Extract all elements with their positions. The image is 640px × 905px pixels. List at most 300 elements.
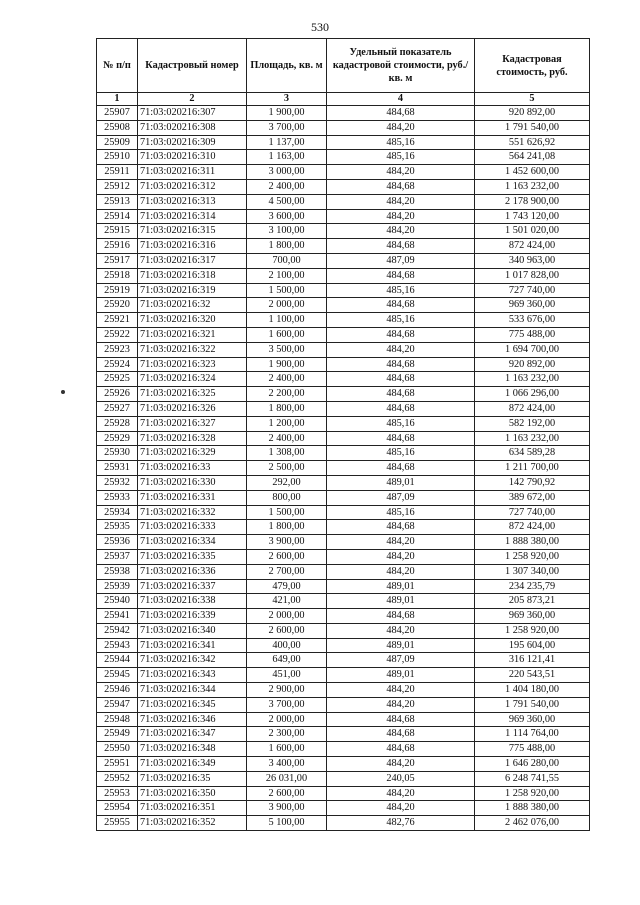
row-index: 25941 bbox=[97, 609, 138, 624]
row-index: 25948 bbox=[97, 712, 138, 727]
area: 2 700,00 bbox=[247, 564, 327, 579]
row-index: 25947 bbox=[97, 697, 138, 712]
cadastral-number: 71:03:020216:317 bbox=[138, 253, 247, 268]
cadastral-number: 71:03:020216:332 bbox=[138, 505, 247, 520]
unit-value: 485,16 bbox=[327, 135, 475, 150]
cadastral-number: 71:03:020216:307 bbox=[138, 106, 247, 121]
table-row bbox=[97, 549, 590, 564]
unit-value: 484,20 bbox=[327, 165, 475, 180]
unit-value: 484,20 bbox=[327, 194, 475, 209]
row-index: 25920 bbox=[97, 298, 138, 313]
table-row bbox=[97, 712, 590, 727]
area: 1 500,00 bbox=[247, 283, 327, 298]
cadastral-number: 71:03:020216:35 bbox=[138, 771, 247, 786]
unit-value: 484,68 bbox=[327, 357, 475, 372]
table-header-row bbox=[97, 39, 590, 93]
unit-value: 484,20 bbox=[327, 342, 475, 357]
unit-value: 484,68 bbox=[327, 727, 475, 742]
cadastral-number: 71:03:020216:324 bbox=[138, 372, 247, 387]
table-row bbox=[97, 135, 590, 150]
unit-value: 489,01 bbox=[327, 638, 475, 653]
area: 3 500,00 bbox=[247, 342, 327, 357]
unit-value: 484,68 bbox=[327, 461, 475, 476]
row-index: 25909 bbox=[97, 135, 138, 150]
table-row bbox=[97, 327, 590, 342]
unit-value: 484,20 bbox=[327, 757, 475, 772]
table-row bbox=[97, 106, 590, 121]
cadastral-value: 1 694 700,00 bbox=[475, 342, 590, 357]
cadastral-number: 71:03:020216:351 bbox=[138, 801, 247, 816]
table-row bbox=[97, 771, 590, 786]
cadastral-number: 71:03:020216:334 bbox=[138, 535, 247, 550]
cadastral-number: 71:03:020216:313 bbox=[138, 194, 247, 209]
row-index: 25939 bbox=[97, 579, 138, 594]
cadastral-value: 1 307 340,00 bbox=[475, 564, 590, 579]
unit-value: 489,01 bbox=[327, 579, 475, 594]
area: 2 600,00 bbox=[247, 623, 327, 638]
unit-value: 484,68 bbox=[327, 401, 475, 416]
area: 421,00 bbox=[247, 594, 327, 609]
table-row bbox=[97, 239, 590, 254]
cadastral-value: 6 248 741,55 bbox=[475, 771, 590, 786]
unit-value: 484,20 bbox=[327, 564, 475, 579]
cadastral-value: 1 888 380,00 bbox=[475, 535, 590, 550]
cadastral-value: 205 873,21 bbox=[475, 594, 590, 609]
table-body bbox=[97, 106, 590, 831]
area: 3 900,00 bbox=[247, 801, 327, 816]
table-row bbox=[97, 461, 590, 476]
unit-value: 484,20 bbox=[327, 535, 475, 550]
row-index: 25925 bbox=[97, 372, 138, 387]
table-row bbox=[97, 697, 590, 712]
table-row bbox=[97, 179, 590, 194]
row-index: 25949 bbox=[97, 727, 138, 742]
cadastral-number: 71:03:020216:352 bbox=[138, 816, 247, 831]
table-row bbox=[97, 401, 590, 416]
cadastral-value: 1 258 920,00 bbox=[475, 549, 590, 564]
cadastral-value: 920 892,00 bbox=[475, 106, 590, 121]
cadastral-value: 920 892,00 bbox=[475, 357, 590, 372]
cadastral-value: 1 258 920,00 bbox=[475, 623, 590, 638]
unit-value: 484,20 bbox=[327, 549, 475, 564]
area: 700,00 bbox=[247, 253, 327, 268]
unit-value: 485,16 bbox=[327, 416, 475, 431]
row-index: 25907 bbox=[97, 106, 138, 121]
unit-value: 485,16 bbox=[327, 313, 475, 328]
cadastral-value: 1 211 700,00 bbox=[475, 461, 590, 476]
cadastral-number: 71:03:020216:311 bbox=[138, 165, 247, 180]
cadastral-number: 71:03:020216:314 bbox=[138, 209, 247, 224]
table-row bbox=[97, 638, 590, 653]
row-index: 25921 bbox=[97, 313, 138, 328]
unit-value: 489,01 bbox=[327, 475, 475, 490]
column-number: 2 bbox=[138, 93, 247, 106]
cadastral-value: 1 258 920,00 bbox=[475, 786, 590, 801]
cadastral-number: 71:03:020216:32 bbox=[138, 298, 247, 313]
row-index: 25934 bbox=[97, 505, 138, 520]
unit-value: 482,76 bbox=[327, 816, 475, 831]
area: 1 500,00 bbox=[247, 505, 327, 520]
cadastral-value: 1 163 232,00 bbox=[475, 372, 590, 387]
unit-value: 485,16 bbox=[327, 446, 475, 461]
unit-value: 484,20 bbox=[327, 623, 475, 638]
table-row bbox=[97, 120, 590, 135]
cadastral-number: 71:03:020216:319 bbox=[138, 283, 247, 298]
area: 649,00 bbox=[247, 653, 327, 668]
table-row bbox=[97, 579, 590, 594]
unit-value: 487,09 bbox=[327, 653, 475, 668]
cadastral-value: 1 163 232,00 bbox=[475, 179, 590, 194]
table-row bbox=[97, 520, 590, 535]
row-index: 25937 bbox=[97, 549, 138, 564]
table-row bbox=[97, 742, 590, 757]
cadastral-number: 71:03:020216:308 bbox=[138, 120, 247, 135]
row-index: 25943 bbox=[97, 638, 138, 653]
table-row bbox=[97, 253, 590, 268]
cadastral-number: 71:03:020216:323 bbox=[138, 357, 247, 372]
column-number: 3 bbox=[247, 93, 327, 106]
row-index: 25923 bbox=[97, 342, 138, 357]
row-index: 25938 bbox=[97, 564, 138, 579]
cadastral-value: 1 404 180,00 bbox=[475, 683, 590, 698]
area: 4 500,00 bbox=[247, 194, 327, 209]
header-cadastral-value: Кадастровая стоимость, руб. bbox=[475, 39, 590, 93]
header-cadastral-number: Кадастровый номер bbox=[138, 39, 247, 93]
cadastral-number: 71:03:020216:329 bbox=[138, 446, 247, 461]
area: 292,00 bbox=[247, 475, 327, 490]
cadastral-number: 71:03:020216:331 bbox=[138, 490, 247, 505]
unit-value: 484,68 bbox=[327, 609, 475, 624]
cadastral-value: 1 646 280,00 bbox=[475, 757, 590, 772]
row-index: 25927 bbox=[97, 401, 138, 416]
cadastral-value: 564 241,08 bbox=[475, 150, 590, 165]
table-row bbox=[97, 786, 590, 801]
area: 1 900,00 bbox=[247, 357, 327, 372]
area: 3 900,00 bbox=[247, 535, 327, 550]
cadastral-value: 872 424,00 bbox=[475, 520, 590, 535]
row-index: 25953 bbox=[97, 786, 138, 801]
cadastral-value: 1 791 540,00 bbox=[475, 697, 590, 712]
cadastral-number: 71:03:020216:326 bbox=[138, 401, 247, 416]
cadastral-number: 71:03:020216:330 bbox=[138, 475, 247, 490]
cadastral-value: 316 121,41 bbox=[475, 653, 590, 668]
row-index: 25908 bbox=[97, 120, 138, 135]
unit-value: 484,20 bbox=[327, 120, 475, 135]
unit-value: 484,20 bbox=[327, 801, 475, 816]
cadastral-number: 71:03:020216:327 bbox=[138, 416, 247, 431]
unit-value: 484,68 bbox=[327, 742, 475, 757]
table-row bbox=[97, 505, 590, 520]
cadastral-value: 1 163 232,00 bbox=[475, 431, 590, 446]
row-index: 25944 bbox=[97, 653, 138, 668]
unit-value: 489,01 bbox=[327, 668, 475, 683]
table-row bbox=[97, 490, 590, 505]
cadastral-value: 727 740,00 bbox=[475, 505, 590, 520]
row-index: 25932 bbox=[97, 475, 138, 490]
row-index: 25955 bbox=[97, 816, 138, 831]
table-row bbox=[97, 150, 590, 165]
cadastral-value: 340 963,00 bbox=[475, 253, 590, 268]
row-index: 25940 bbox=[97, 594, 138, 609]
cadastral-value: 1 066 296,00 bbox=[475, 387, 590, 402]
cadastral-value: 1 791 540,00 bbox=[475, 120, 590, 135]
area: 3 000,00 bbox=[247, 165, 327, 180]
cadastral-value: 1 501 020,00 bbox=[475, 224, 590, 239]
row-index: 25924 bbox=[97, 357, 138, 372]
cadastral-value: 1 743 120,00 bbox=[475, 209, 590, 224]
cadastral-number: 71:03:020216:340 bbox=[138, 623, 247, 638]
cadastral-value: 551 626,92 bbox=[475, 135, 590, 150]
row-index: 25945 bbox=[97, 668, 138, 683]
table-row bbox=[97, 313, 590, 328]
cadastral-number: 71:03:020216:339 bbox=[138, 609, 247, 624]
unit-value: 484,20 bbox=[327, 697, 475, 712]
area: 3 700,00 bbox=[247, 697, 327, 712]
row-index: 25922 bbox=[97, 327, 138, 342]
cadastral-value: 2 178 900,00 bbox=[475, 194, 590, 209]
cadastral-value: 1 888 380,00 bbox=[475, 801, 590, 816]
cadastral-number: 71:03:020216:345 bbox=[138, 697, 247, 712]
cadastral-table bbox=[96, 38, 590, 831]
unit-value: 484,68 bbox=[327, 268, 475, 283]
area: 2 600,00 bbox=[247, 786, 327, 801]
row-index: 25911 bbox=[97, 165, 138, 180]
area: 1 900,00 bbox=[247, 106, 327, 121]
cadastral-number: 71:03:020216:316 bbox=[138, 239, 247, 254]
table-row bbox=[97, 623, 590, 638]
area: 1 308,00 bbox=[247, 446, 327, 461]
unit-value: 487,09 bbox=[327, 490, 475, 505]
cadastral-number: 71:03:020216:333 bbox=[138, 520, 247, 535]
table-row bbox=[97, 594, 590, 609]
cadastral-value: 727 740,00 bbox=[475, 283, 590, 298]
cadastral-value: 1 114 764,00 bbox=[475, 727, 590, 742]
table-row bbox=[97, 801, 590, 816]
row-index: 25935 bbox=[97, 520, 138, 535]
header-index: № п/п bbox=[97, 39, 138, 93]
cadastral-number: 71:03:020216:344 bbox=[138, 683, 247, 698]
row-index: 25929 bbox=[97, 431, 138, 446]
cadastral-number: 71:03:020216:347 bbox=[138, 727, 247, 742]
cadastral-number: 71:03:020216:310 bbox=[138, 150, 247, 165]
row-index: 25912 bbox=[97, 179, 138, 194]
row-index: 25928 bbox=[97, 416, 138, 431]
area: 451,00 bbox=[247, 668, 327, 683]
cadastral-value: 195 604,00 bbox=[475, 638, 590, 653]
area: 1 800,00 bbox=[247, 239, 327, 254]
unit-value: 484,20 bbox=[327, 786, 475, 801]
row-index: 25926 bbox=[97, 387, 138, 402]
table-row bbox=[97, 224, 590, 239]
cadastral-value: 775 488,00 bbox=[475, 327, 590, 342]
cadastral-number: 71:03:020216:320 bbox=[138, 313, 247, 328]
row-index: 25913 bbox=[97, 194, 138, 209]
area: 1 137,00 bbox=[247, 135, 327, 150]
table-row bbox=[97, 653, 590, 668]
unit-value: 240,05 bbox=[327, 771, 475, 786]
table-row bbox=[97, 668, 590, 683]
unit-value: 484,68 bbox=[327, 431, 475, 446]
scan-artifact-dot bbox=[61, 390, 65, 394]
area: 26 031,00 bbox=[247, 771, 327, 786]
cadastral-value: 969 360,00 bbox=[475, 298, 590, 313]
table-row bbox=[97, 475, 590, 490]
cadastral-number: 71:03:020216:328 bbox=[138, 431, 247, 446]
cadastral-value: 969 360,00 bbox=[475, 712, 590, 727]
table-row bbox=[97, 165, 590, 180]
area: 1 800,00 bbox=[247, 520, 327, 535]
header-unit-value: Удельный показатель кадастровой стоимости, руб./кв. м bbox=[327, 39, 475, 93]
table-row bbox=[97, 446, 590, 461]
table-row bbox=[97, 194, 590, 209]
area: 3 700,00 bbox=[247, 120, 327, 135]
cadastral-number: 71:03:020216:341 bbox=[138, 638, 247, 653]
row-index: 25936 bbox=[97, 535, 138, 550]
cadastral-value: 872 424,00 bbox=[475, 239, 590, 254]
cadastral-value: 234 235,79 bbox=[475, 579, 590, 594]
area: 479,00 bbox=[247, 579, 327, 594]
area: 5 100,00 bbox=[247, 816, 327, 831]
cadastral-number: 71:03:020216:318 bbox=[138, 268, 247, 283]
header-area: Площадь, кв. м bbox=[247, 39, 327, 93]
cadastral-number: 71:03:020216:312 bbox=[138, 179, 247, 194]
row-index: 25919 bbox=[97, 283, 138, 298]
row-index: 25918 bbox=[97, 268, 138, 283]
table-row bbox=[97, 357, 590, 372]
cadastral-value: 1 452 600,00 bbox=[475, 165, 590, 180]
table-row bbox=[97, 209, 590, 224]
table-row bbox=[97, 727, 590, 742]
table-row bbox=[97, 535, 590, 550]
area: 2 400,00 bbox=[247, 179, 327, 194]
area: 1 600,00 bbox=[247, 742, 327, 757]
row-index: 25942 bbox=[97, 623, 138, 638]
area: 800,00 bbox=[247, 490, 327, 505]
cadastral-value: 634 589,28 bbox=[475, 446, 590, 461]
cadastral-number: 71:03:020216:337 bbox=[138, 579, 247, 594]
area: 3 600,00 bbox=[247, 209, 327, 224]
cadastral-number: 71:03:020216:321 bbox=[138, 327, 247, 342]
cadastral-value: 389 672,00 bbox=[475, 490, 590, 505]
cadastral-number: 71:03:020216:322 bbox=[138, 342, 247, 357]
cadastral-number: 71:03:020216:349 bbox=[138, 757, 247, 772]
cadastral-value: 969 360,00 bbox=[475, 609, 590, 624]
cadastral-value: 533 676,00 bbox=[475, 313, 590, 328]
cadastral-number: 71:03:020216:338 bbox=[138, 594, 247, 609]
table-row bbox=[97, 283, 590, 298]
unit-value: 485,16 bbox=[327, 150, 475, 165]
unit-value: 485,16 bbox=[327, 505, 475, 520]
area: 1 100,00 bbox=[247, 313, 327, 328]
cadastral-value: 220 543,51 bbox=[475, 668, 590, 683]
cadastral-value: 582 192,00 bbox=[475, 416, 590, 431]
table-row bbox=[97, 342, 590, 357]
row-index: 25946 bbox=[97, 683, 138, 698]
cadastral-number: 71:03:020216:33 bbox=[138, 461, 247, 476]
cadastral-number: 71:03:020216:342 bbox=[138, 653, 247, 668]
cadastral-number: 71:03:020216:336 bbox=[138, 564, 247, 579]
area: 400,00 bbox=[247, 638, 327, 653]
unit-value: 484,68 bbox=[327, 179, 475, 194]
row-index: 25952 bbox=[97, 771, 138, 786]
cadastral-number: 71:03:020216:348 bbox=[138, 742, 247, 757]
unit-value: 484,68 bbox=[327, 372, 475, 387]
unit-value: 484,68 bbox=[327, 239, 475, 254]
table-row bbox=[97, 683, 590, 698]
unit-value: 484,68 bbox=[327, 387, 475, 402]
page-number: 530 bbox=[311, 20, 329, 34]
cadastral-value: 142 790,92 bbox=[475, 475, 590, 490]
unit-value: 489,01 bbox=[327, 594, 475, 609]
area: 2 400,00 bbox=[247, 431, 327, 446]
cadastral-number: 71:03:020216:309 bbox=[138, 135, 247, 150]
table-row bbox=[97, 298, 590, 313]
cadastral-value: 872 424,00 bbox=[475, 401, 590, 416]
row-index: 25917 bbox=[97, 253, 138, 268]
cadastral-number: 71:03:020216:325 bbox=[138, 387, 247, 402]
table-row bbox=[97, 387, 590, 402]
cadastral-number: 71:03:020216:335 bbox=[138, 549, 247, 564]
row-index: 25954 bbox=[97, 801, 138, 816]
area: 2 300,00 bbox=[247, 727, 327, 742]
area: 2 400,00 bbox=[247, 372, 327, 387]
unit-value: 484,68 bbox=[327, 327, 475, 342]
row-index: 25933 bbox=[97, 490, 138, 505]
row-index: 25951 bbox=[97, 757, 138, 772]
column-number: 5 bbox=[475, 93, 590, 106]
area: 3 400,00 bbox=[247, 757, 327, 772]
row-index: 25914 bbox=[97, 209, 138, 224]
unit-value: 484,68 bbox=[327, 106, 475, 121]
table-row bbox=[97, 564, 590, 579]
row-index: 25915 bbox=[97, 224, 138, 239]
unit-value: 487,09 bbox=[327, 253, 475, 268]
row-index: 25950 bbox=[97, 742, 138, 757]
table-row bbox=[97, 816, 590, 831]
row-index: 25916 bbox=[97, 239, 138, 254]
table-row bbox=[97, 431, 590, 446]
unit-value: 484,20 bbox=[327, 209, 475, 224]
table-row bbox=[97, 268, 590, 283]
area: 2 100,00 bbox=[247, 268, 327, 283]
table-row bbox=[97, 609, 590, 624]
cadastral-number: 71:03:020216:343 bbox=[138, 668, 247, 683]
area: 2 000,00 bbox=[247, 712, 327, 727]
area: 2 600,00 bbox=[247, 549, 327, 564]
row-index: 25930 bbox=[97, 446, 138, 461]
column-number: 4 bbox=[327, 93, 475, 106]
area: 3 100,00 bbox=[247, 224, 327, 239]
unit-value: 484,68 bbox=[327, 298, 475, 313]
area: 1 200,00 bbox=[247, 416, 327, 431]
cadastral-value: 1 017 828,00 bbox=[475, 268, 590, 283]
cadastral-number: 71:03:020216:350 bbox=[138, 786, 247, 801]
area: 1 600,00 bbox=[247, 327, 327, 342]
table-row bbox=[97, 757, 590, 772]
area: 2 000,00 bbox=[247, 609, 327, 624]
unit-value: 485,16 bbox=[327, 283, 475, 298]
area: 2 000,00 bbox=[247, 298, 327, 313]
table-row bbox=[97, 372, 590, 387]
unit-value: 484,68 bbox=[327, 520, 475, 535]
area: 2 200,00 bbox=[247, 387, 327, 402]
cadastral-number: 71:03:020216:346 bbox=[138, 712, 247, 727]
row-index: 25931 bbox=[97, 461, 138, 476]
area: 2 900,00 bbox=[247, 683, 327, 698]
column-number: 1 bbox=[97, 93, 138, 106]
area: 1 163,00 bbox=[247, 150, 327, 165]
cadastral-value: 2 462 076,00 bbox=[475, 816, 590, 831]
